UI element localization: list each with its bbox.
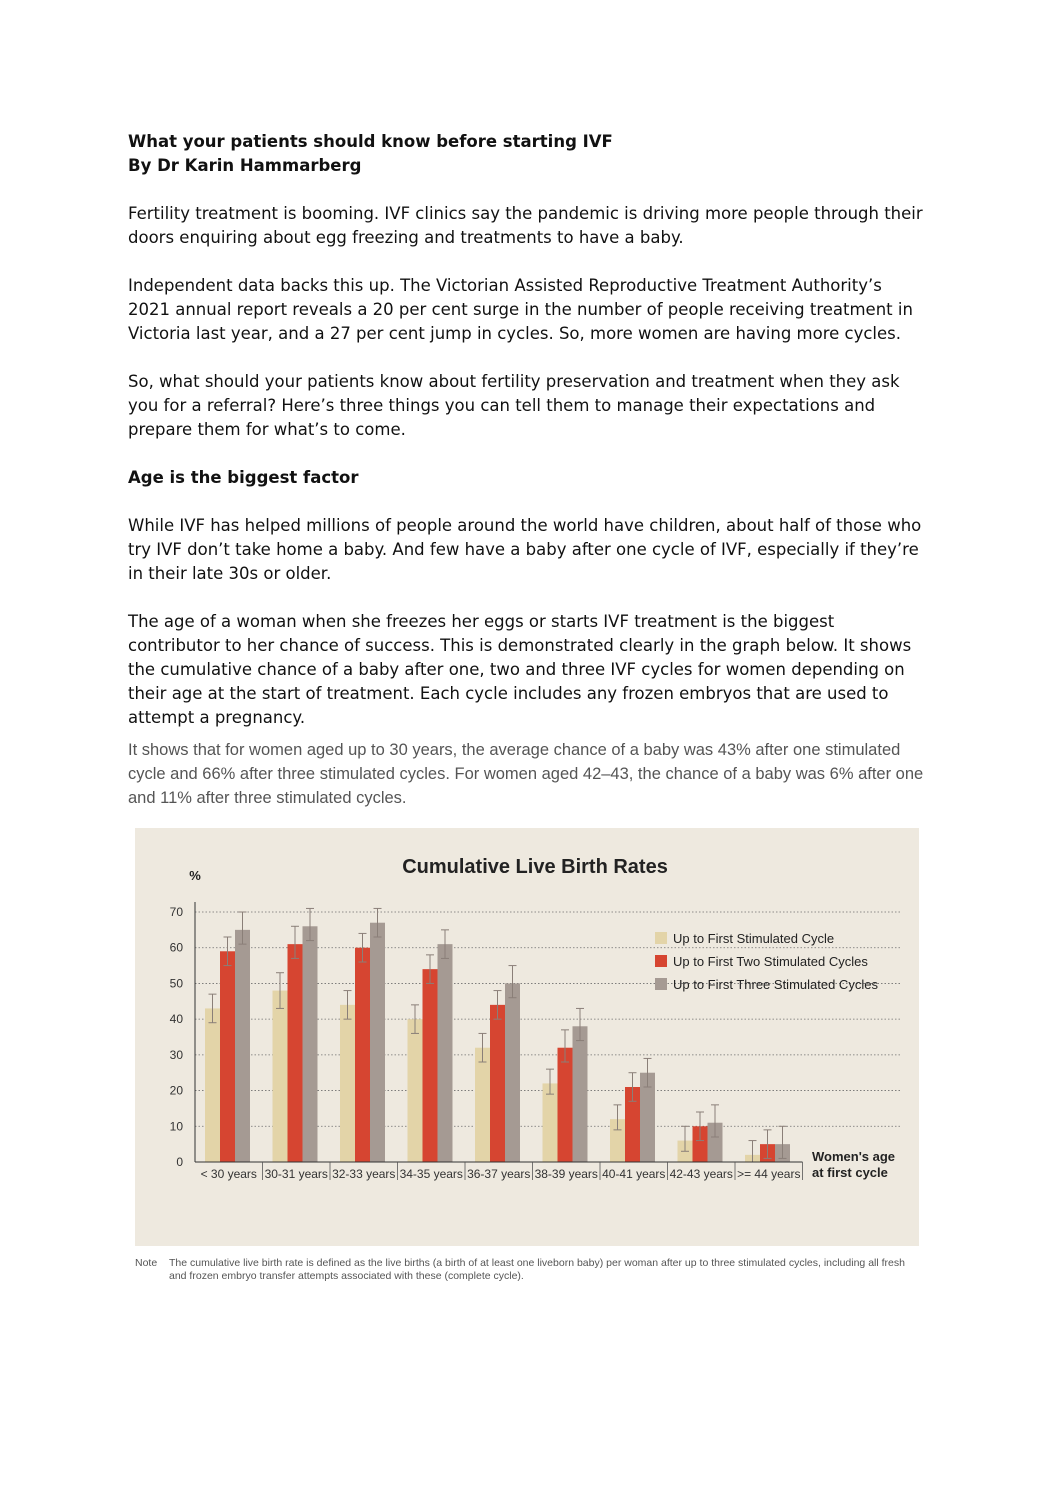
bar [438,944,453,1162]
paragraph-ivf-success: While IVF has helped millions of people around the world have children, about half of those who try IVF don’t take home a baby. And few have a baby after one cycle of IVF, especially if they’re in their late 30s or older. [128,516,922,583]
section-heading: Age is the biggest factor [128,468,359,487]
chart-canvas [135,828,919,1246]
x-tick-label: 36-37 years [467,1167,531,1181]
x-axis-label-line2: at first cycle [812,1165,888,1180]
x-axis-label-line1: Women's age [812,1149,896,1164]
y-tick-label: 60 [169,940,183,955]
paragraph-age: The age of a woman when she freezes her eggs or starts IVF treatment is the biggest contributor to her chance of success. This is demonstrated clearly in the graph below. It shows the cumulative chance of a baby after one, two and three IVF cycles for women depending on their age at the start of treatment. Each cycle includes any frozen embryos that are used to attempt a pregnancy. [128,612,912,727]
legend-label: Up to First Two Stimulated Cycles [673,954,868,969]
bar [573,1026,588,1162]
bar [220,951,235,1162]
x-tick-label: 40-41 years [602,1167,666,1181]
bar [505,983,520,1162]
bar [490,1005,505,1162]
bar [340,1005,355,1162]
legend-label: Up to First Three Stimulated Cycles [673,977,878,992]
legend-swatch [655,978,667,990]
chart-title: Cumulative Live Birth Rates [402,856,668,878]
paragraph-question: So, what should your patients know about fertility preservation and treatment when they ask you for a referral? Here’s three things you can tell them to manage their expectations and prepare them for what’s to come. [128,372,900,439]
y-tick-label: 40 [169,1012,183,1027]
legend-label: Up to First Stimulated Cycle [673,931,835,946]
chart-note [135,1257,925,1283]
article-body [128,130,928,827]
bar [370,923,385,1162]
x-tick-label: < 30 years [200,1167,257,1181]
y-tick-label: 70 [169,905,183,919]
article-byline: By Dr Karin Hammarberg [128,156,362,175]
bar [205,1008,220,1162]
bar [288,944,303,1162]
x-tick-label: 32-33 years [332,1167,396,1181]
bar [408,1019,423,1162]
legend [655,931,878,992]
article-title: What your patients should know before starting IVF [128,132,613,151]
bar [475,1048,490,1162]
paragraph-intro: Fertility treatment is booming. IVF clinics say the pandemic is driving more people through their doors enquiring about egg freezing and treatments to have a baby. [128,204,923,247]
x-tick-label: 38-39 years [534,1167,598,1181]
bar [235,930,250,1162]
x-tick-label: >= 44 years [737,1167,801,1181]
bar [543,1083,558,1162]
live-birth-chart [135,828,919,1246]
paragraph-data: Independent data backs this up. The Victorian Assisted Reproductive Treatment Authority’s 2021 annual report reveals a 20 per cent surge in the number of people receiving treatment in Victoria last year, and a 27 per cent jump in cycles. So, more women are having more cycles. [128,276,913,343]
y-tick-label: 10 [169,1119,183,1134]
bar [423,969,438,1162]
note-text: The cumulative live birth rate is defined as the live births (a birth of at least one liveborn baby) per woman after up to three stimulated cycles, including all fresh and frozen embryo transfer attempts associated with these (complete cycle). [169,1257,905,1282]
y-tick-label: 0 [176,1155,183,1169]
bar [355,948,370,1162]
x-tick-label: 30-31 years [264,1167,328,1181]
legend-swatch [655,955,667,967]
bar [303,926,318,1162]
legend-swatch [655,932,667,944]
y-tick-label: 30 [169,1047,183,1062]
paragraph-stats: It shows that for women aged up to 30 years, the average chance of a baby was 43% after one stimulated cycle and 66% after three stimulated cycles. For women aged 42–43, the chance of a baby was 6% after one and 11% after three stimulated cycles. [128,741,924,807]
y-axis-label: % [189,868,201,883]
bars [205,908,790,1162]
y-tick-label: 50 [169,976,183,991]
x-tick-label: 42-43 years [669,1167,733,1181]
x-tick-label: 34-35 years [399,1167,463,1181]
bar [273,991,288,1162]
y-tick-label: 20 [169,1083,183,1098]
note-label: Note [135,1257,158,1269]
bar [558,1048,573,1162]
